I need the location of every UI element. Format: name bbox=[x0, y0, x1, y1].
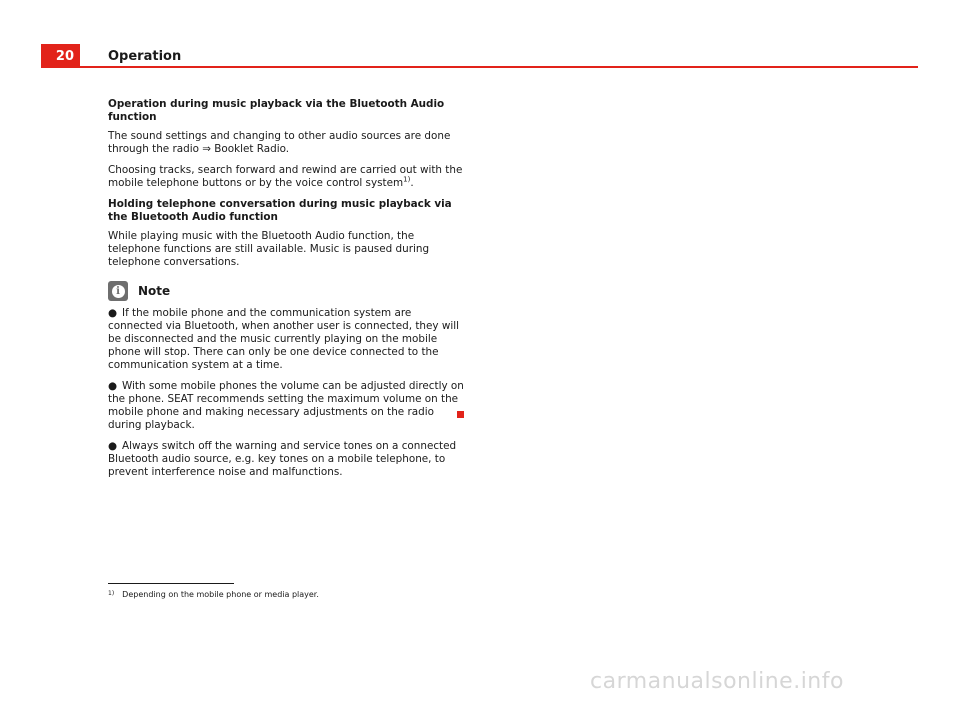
bullet-icon: ● bbox=[108, 440, 118, 452]
paragraph-choosing-tracks bbox=[108, 164, 468, 190]
heading-music-playback: Operation during music playback via the Bluetooth Audio function bbox=[108, 98, 445, 123]
paragraph-choosing-tracks-text: Choosing tracks, search forward and rewind are carried out with the mobile telephone buttons or by the voice control system bbox=[108, 164, 463, 189]
page-header bbox=[0, 0, 960, 70]
paragraph-sound-settings: The sound settings and changing to other audio sources are done through the radio ⇒ Booklet Radio. bbox=[108, 130, 451, 155]
bullet-icon: ● bbox=[108, 380, 118, 392]
watermark: carmanualsonline.info bbox=[590, 669, 844, 694]
note-bullet-2 bbox=[108, 380, 468, 432]
footnote bbox=[108, 590, 319, 599]
note-bullet-2-text: With some mobile phones the volume can be adjusted directly on the phone. SEAT recommends setting the maximum volume on the mobile phone and making necessary adjustments on the radio during playback. bbox=[108, 380, 464, 431]
section-title: Operation bbox=[108, 49, 182, 64]
info-icon: i bbox=[108, 281, 128, 301]
note-bullet-3-text: Always switch off the warning and service tones on a connected Bluetooth audio source, e.g. key tones on a mobile telephone, to prevent interference noise and malfunctions. bbox=[108, 440, 457, 478]
page-number: 20 bbox=[41, 44, 80, 68]
note-bullet-1 bbox=[108, 307, 468, 372]
note-header bbox=[108, 281, 468, 301]
note-title: Note bbox=[138, 283, 171, 298]
paragraph-telephone-functions: While playing music with the Bluetooth Audio function, the telephone functions are still available. Music is paused during telephone conversations. bbox=[108, 230, 430, 268]
footnote-mark: 1) bbox=[108, 590, 115, 597]
main-content bbox=[108, 98, 468, 487]
header-divider bbox=[41, 66, 918, 68]
footnote-text: Depending on the mobile phone or media player. bbox=[122, 590, 319, 599]
footnote-divider bbox=[108, 583, 234, 584]
note-bullet-3 bbox=[108, 440, 468, 479]
heading-telephone-conversation: Holding telephone conversation during music playback via the Bluetooth Audio function bbox=[108, 198, 452, 223]
paragraph-end-punctuation: . bbox=[410, 177, 414, 189]
footnote-reference: 1) bbox=[403, 175, 411, 184]
note-bullet-1-text: If the mobile phone and the communication system are connected via Bluetooth, when another user is connected, they will be disconnected and the music currently playing on the mobile phone will stop. There can only be one device connected to the communication system at a time. bbox=[108, 307, 460, 371]
section-end-marker bbox=[457, 411, 464, 418]
bullet-icon: ● bbox=[108, 307, 118, 319]
